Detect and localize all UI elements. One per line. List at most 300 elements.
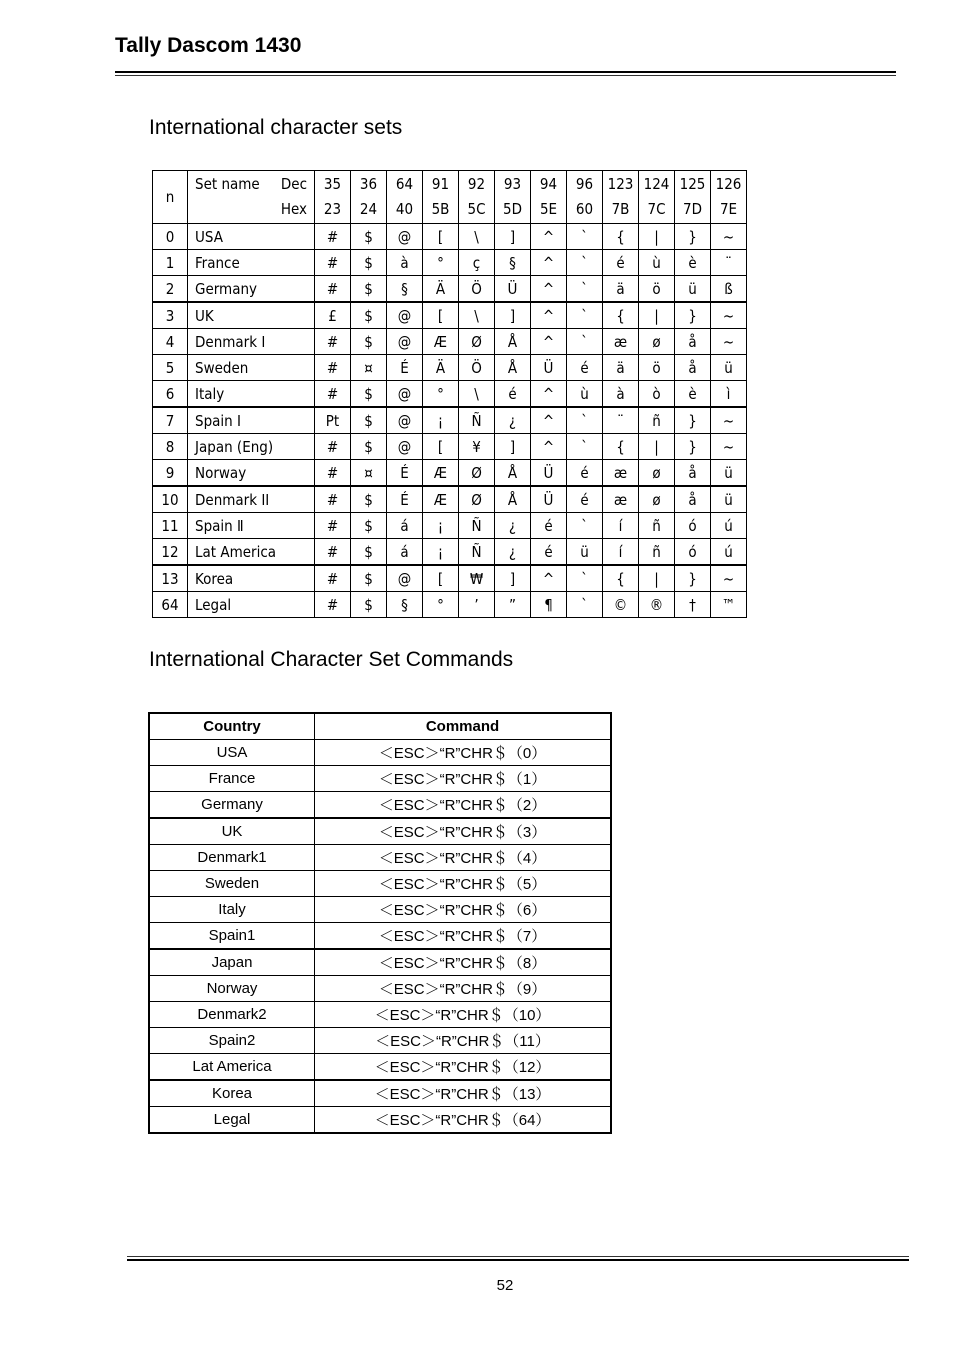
row-char: ú [711,513,747,539]
row-char: ` [567,302,603,329]
header-set-name [188,171,315,224]
row-char: ç [459,250,495,276]
row-char: Ø [459,329,495,355]
row-command: ＜ESC＞“R”CHR＄（9） [315,976,612,1002]
row-char: ù [567,381,603,408]
row-char: © [603,592,639,618]
row-char: ^ [531,434,567,460]
row-char: ¿ [495,539,531,566]
row-char: Ü [531,355,567,381]
command-row [149,845,611,871]
charset-table [152,170,747,618]
row-char: @ [387,329,423,355]
row-set-name: Spain I [188,407,315,434]
code-dec: 93 [503,175,522,193]
row-char: ¡ [423,513,459,539]
row-char: # [315,565,351,592]
row-char: { [603,302,639,329]
row-set-name: Korea [188,565,315,592]
row-char: $ [351,381,387,408]
row-char: ` [567,434,603,460]
charset-row [153,486,747,513]
row-set-name: Italy [188,381,315,408]
row-char: ~ [711,434,747,460]
row-set-name: Norway [188,460,315,487]
row-char: \ [459,302,495,329]
row-char: # [315,276,351,303]
charset-row [153,513,747,539]
row-char: Ø [459,460,495,487]
row-char: ` [567,513,603,539]
row-char: ä [603,276,639,303]
row-char: $ [351,329,387,355]
row-command: ＜ESC＞“R”CHR＄（6） [315,897,612,923]
charset-row [153,434,747,460]
header-set-name-label: Set name [195,175,260,193]
section-title-commands: International Character Set Commands [149,648,514,671]
code-dec: 124 [643,175,670,193]
row-char: Å [495,329,531,355]
command-row [149,923,611,950]
row-char: Æ [423,329,459,355]
row-set-name: USA [188,224,315,250]
page-number: 52 [496,1277,514,1294]
row-char: Ø [459,486,495,513]
header-code-col [387,171,423,224]
row-char: # [315,539,351,566]
code-hex: 5B [431,200,450,218]
code-dec: 36 [359,175,378,193]
row-char: $ [351,407,387,434]
command-row [149,1054,611,1081]
row-command: ＜ESC＞“R”CHR＄（11） [315,1028,612,1054]
row-country: Legal [149,1107,315,1134]
row-char: ø [639,486,675,513]
row-char: | [639,434,675,460]
row-char: [ [423,565,459,592]
row-char: § [495,250,531,276]
row-char: | [639,565,675,592]
row-command: ＜ESC＞“R”CHR＄（10） [315,1002,612,1028]
row-char: ~ [711,329,747,355]
row-country: USA [149,740,315,766]
row-char: ö [639,355,675,381]
code-hex: 7C [647,200,666,218]
row-set-name: UK [188,302,315,329]
header-code-col [459,171,495,224]
row-char: | [639,302,675,329]
row-char: Pt [315,407,351,434]
row-set-name: Sweden [188,355,315,381]
row-char: ó [675,539,711,566]
command-row [149,740,611,766]
row-command: ＜ESC＞“R”CHR＄（12） [315,1054,612,1081]
row-command: ＜ESC＞“R”CHR＄（7） [315,923,612,950]
row-char: É [387,460,423,487]
row-char: ^ [531,381,567,408]
row-char: ~ [711,302,747,329]
row-char: ^ [531,407,567,434]
footer-rule-thin [127,1256,909,1257]
row-char: # [315,381,351,408]
row-char: \ [459,224,495,250]
row-n: 4 [153,329,188,355]
row-set-name: Lat America [188,539,315,566]
row-char: # [315,355,351,381]
row-char: è [675,381,711,408]
row-char: ^ [531,329,567,355]
row-command: ＜ESC＞“R”CHR＄（64） [315,1107,612,1134]
row-char: $ [351,224,387,250]
row-char: ¥ [459,434,495,460]
header-country: Country [149,713,315,740]
row-set-name: Germany [188,276,315,303]
row-char: ” [495,592,531,618]
row-char: Å [495,486,531,513]
row-char: @ [387,407,423,434]
row-char: Ñ [459,513,495,539]
row-char: ° [423,250,459,276]
row-char: $ [351,592,387,618]
command-row [149,818,611,845]
row-char: ñ [639,539,675,566]
section-title-charsets: International character sets [149,116,403,139]
row-char: $ [351,250,387,276]
code-hex: 23 [323,200,342,218]
row-char: ` [567,329,603,355]
row-char: ¨ [711,250,747,276]
row-country: Denmark2 [149,1002,315,1028]
row-char: ^ [531,250,567,276]
row-char: | [639,224,675,250]
row-char: # [315,224,351,250]
row-char: $ [351,486,387,513]
row-char: } [675,565,711,592]
header-command: Command [315,713,612,740]
row-char: ü [711,460,747,487]
command-row [149,976,611,1002]
header-code-col [495,171,531,224]
row-char: ~ [711,407,747,434]
code-dec: 35 [323,175,342,193]
row-char: ^ [531,565,567,592]
row-char: @ [387,434,423,460]
row-country: Korea [149,1080,315,1107]
command-row [149,1002,611,1028]
row-char: } [675,302,711,329]
command-row [149,792,611,819]
row-char: { [603,434,639,460]
row-char: $ [351,539,387,566]
row-char: @ [387,224,423,250]
code-dec: 92 [467,175,486,193]
code-dec: 123 [607,175,634,193]
code-hex: 5D [503,200,522,218]
row-char: Ü [495,276,531,303]
row-char: ü [675,276,711,303]
row-char: í [603,513,639,539]
row-char: $ [351,434,387,460]
row-char: ° [423,381,459,408]
row-char: ó [675,513,711,539]
command-row [149,871,611,897]
row-char: ` [567,250,603,276]
charset-row [153,276,747,303]
row-country: UK [149,818,315,845]
code-hex: 7B [611,200,630,218]
row-char: ø [639,329,675,355]
row-char: ü [711,355,747,381]
row-n: 13 [153,565,188,592]
charset-row [153,224,747,250]
row-char: $ [351,276,387,303]
row-char: É [387,355,423,381]
row-char: $ [351,302,387,329]
row-char: á [387,539,423,566]
row-char: à [603,381,639,408]
code-dec: 126 [715,175,742,193]
row-char: é [531,539,567,566]
row-command: ＜ESC＞“R”CHR＄（4） [315,845,612,871]
row-char: § [387,276,423,303]
code-dec: 91 [431,175,450,193]
row-char: Ü [531,486,567,513]
row-char: ú [711,539,747,566]
row-char: é [567,460,603,487]
code-dec: 125 [679,175,706,193]
code-hex: 24 [359,200,378,218]
row-char: [ [423,302,459,329]
row-char: å [675,355,711,381]
row-char: # [315,329,351,355]
header-n: n [153,171,188,224]
row-char: ø [639,460,675,487]
row-char: ^ [531,276,567,303]
row-char: É [387,486,423,513]
code-dec: 96 [575,175,594,193]
row-char: { [603,565,639,592]
row-char: # [315,460,351,487]
row-char: æ [603,329,639,355]
row-char: @ [387,565,423,592]
row-country: Denmark1 [149,845,315,871]
row-char: @ [387,302,423,329]
row-char: } [675,224,711,250]
charset-row [153,592,747,618]
row-command: ＜ESC＞“R”CHR＄（1） [315,766,612,792]
code-hex: 7D [683,200,702,218]
row-char: ß [711,276,747,303]
row-char: ™ [711,592,747,618]
row-char: ü [711,486,747,513]
row-char: ’ [459,592,495,618]
row-char: Ö [459,355,495,381]
charset-row [153,565,747,592]
row-char: † [675,592,711,618]
row-char: Ö [459,276,495,303]
row-set-name: Denmark I [188,329,315,355]
row-country: Lat America [149,1054,315,1081]
row-command: ＜ESC＞“R”CHR＄（8） [315,949,612,976]
code-hex: 7E [719,200,738,218]
row-char: ò [639,381,675,408]
row-n: 6 [153,381,188,408]
row-char: ¿ [495,513,531,539]
row-country: France [149,766,315,792]
row-command: ＜ESC＞“R”CHR＄（0） [315,740,612,766]
code-hex: 5E [539,200,558,218]
command-row [149,1080,611,1107]
row-command: ＜ESC＞“R”CHR＄（3） [315,818,612,845]
row-char: Ü [531,460,567,487]
row-command: ＜ESC＞“R”CHR＄（2） [315,792,612,819]
row-n: 64 [153,592,188,618]
header-code-col [639,171,675,224]
charset-row [153,329,747,355]
row-char: å [675,460,711,487]
row-n: 0 [153,224,188,250]
command-row [149,1028,611,1054]
charset-header-row [153,171,747,224]
row-country: Italy [149,897,315,923]
row-char: # [315,434,351,460]
row-char: ^ [531,302,567,329]
row-char: ` [567,407,603,434]
row-country: Norway [149,976,315,1002]
row-char: å [675,486,711,513]
row-char: é [495,381,531,408]
row-n: 12 [153,539,188,566]
row-country: Japan [149,949,315,976]
row-char: à [387,250,423,276]
row-char: ~ [711,224,747,250]
row-char: ] [495,224,531,250]
charset-row [153,302,747,329]
row-char: Æ [423,460,459,487]
code-hex: 60 [575,200,594,218]
row-char: é [603,250,639,276]
row-char: é [531,513,567,539]
row-char: ¡ [423,407,459,434]
row-char: æ [603,486,639,513]
command-row [149,1107,611,1134]
row-char: å [675,329,711,355]
row-char: é [567,486,603,513]
row-char: ^ [531,224,567,250]
row-command: ＜ESC＞“R”CHR＄（5） [315,871,612,897]
command-row [149,897,611,923]
header-code-col [603,171,639,224]
row-char: \ [459,381,495,408]
row-n: 3 [153,302,188,329]
header-code-col [711,171,747,224]
row-char: ¶ [531,592,567,618]
header-dec-label: Dec [280,175,307,193]
header-code-col [315,171,351,224]
row-char: í [603,539,639,566]
row-char: ¨ [603,407,639,434]
row-n: 7 [153,407,188,434]
row-n: 8 [153,434,188,460]
code-hex: 5C [467,200,486,218]
row-char: ñ [639,407,675,434]
row-country: Spain2 [149,1028,315,1054]
charset-row [153,460,747,487]
header-code-col [423,171,459,224]
row-char: ¤ [351,460,387,487]
code-dec: 64 [395,175,414,193]
header-code-col [567,171,603,224]
row-set-name: Spain Ⅱ [188,513,315,539]
row-char: ] [495,302,531,329]
row-set-name: Denmark II [188,486,315,513]
row-char: # [315,486,351,513]
row-country: Spain1 [149,923,315,950]
row-set-name: Japan (Eng) [188,434,315,460]
row-char: @ [387,381,423,408]
header-hex-label: Hex [280,200,307,218]
row-char: [ [423,224,459,250]
row-char: á [387,513,423,539]
row-char: Æ [423,486,459,513]
row-char: Å [495,460,531,487]
row-char: } [675,434,711,460]
row-char: ì [711,381,747,408]
row-set-name: Legal [188,592,315,618]
charset-row [153,539,747,566]
row-char: ¤ [351,355,387,381]
header-code-col [675,171,711,224]
row-char: ° [423,592,459,618]
row-char: ` [567,565,603,592]
row-char: Ä [423,276,459,303]
row-char: [ [423,434,459,460]
row-n: 9 [153,460,188,487]
header-rule [115,71,896,73]
row-char: ö [639,276,675,303]
row-char: ~ [711,565,747,592]
document-title: Tally Dascom 1430 [115,34,302,57]
row-set-name: France [188,250,315,276]
row-char: é [567,355,603,381]
row-n: 2 [153,276,188,303]
charset-row [153,250,747,276]
row-char: ® [639,592,675,618]
header-code-col [531,171,567,224]
charset-row [153,355,747,381]
row-char: # [315,592,351,618]
row-char: ñ [639,513,675,539]
row-char: } [675,407,711,434]
row-char: Ä [423,355,459,381]
row-char: ¿ [495,407,531,434]
row-char: ù [639,250,675,276]
row-char: ¡ [423,539,459,566]
command-row [149,949,611,976]
row-char: ü [567,539,603,566]
row-n: 5 [153,355,188,381]
row-country: Sweden [149,871,315,897]
code-dec: 94 [539,175,558,193]
row-char: ] [495,565,531,592]
row-char: ` [567,224,603,250]
header-rule-thin [115,75,896,76]
charset-row [153,407,747,434]
row-char: ` [567,276,603,303]
row-command: ＜ESC＞“R”CHR＄（13） [315,1080,612,1107]
row-char: ä [603,355,639,381]
row-n: 10 [153,486,188,513]
